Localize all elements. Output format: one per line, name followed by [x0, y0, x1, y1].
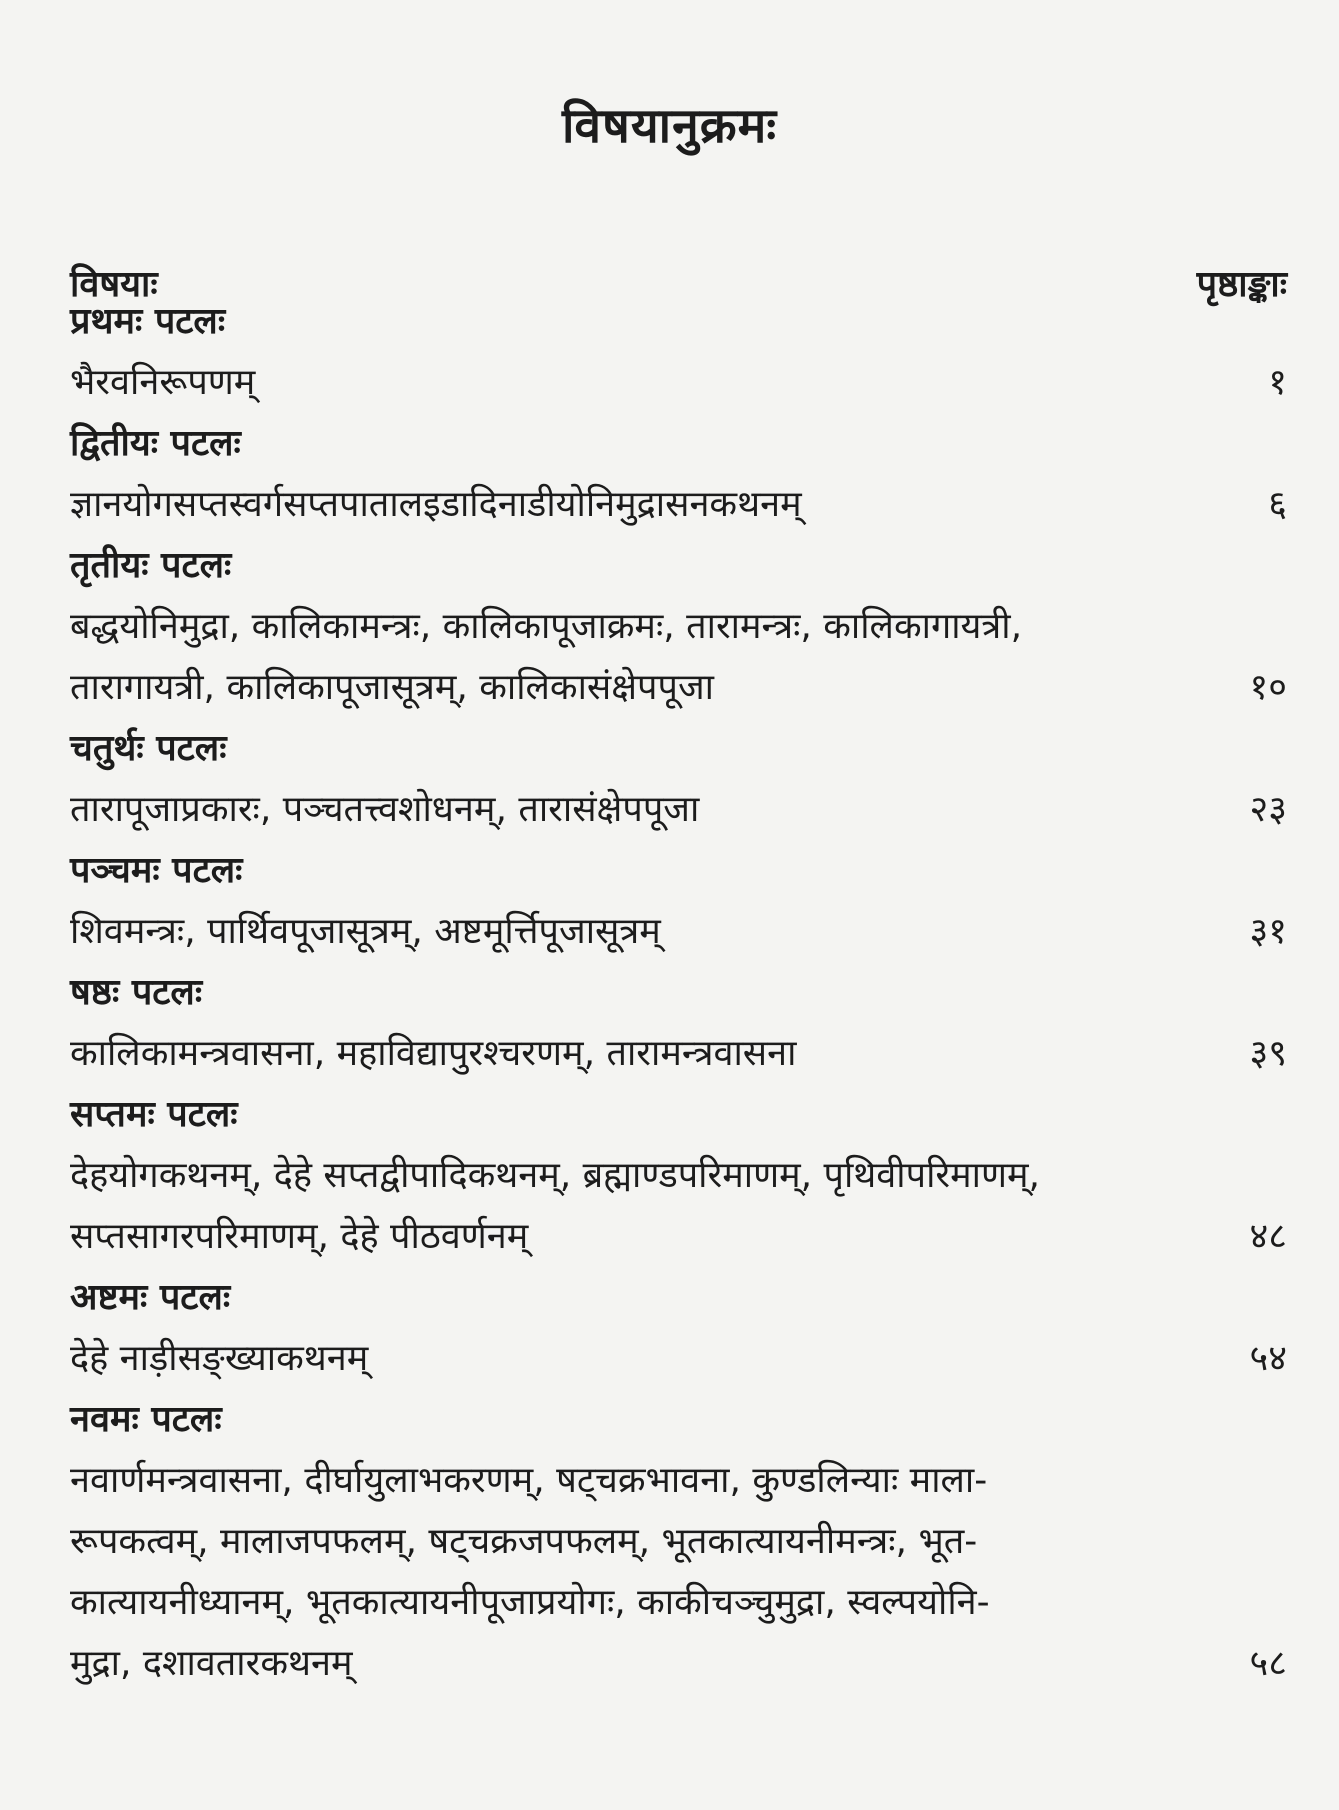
- page-number-column-header: पृष्ठाङ्काः: [1196, 264, 1287, 305]
- chapter-heading: [70, 1390, 1287, 1450]
- chapter-heading-text: सप्तमः पटलः: [70, 1094, 238, 1135]
- toc-entry-text: सप्तसागरपरिमाणम्, देहे पीठवर्णनम्: [70, 1216, 529, 1257]
- toc-entry: [70, 475, 1287, 535]
- toc-entry-text: तारागायत्री, कालिकापूजासूत्रम्, कालिकासंक्षेपपूजा: [70, 667, 714, 708]
- toc-entry-text: कालिकामन्त्रवासना, महाविद्यापुरश्चरणम्, तारामन्त्रवासना: [70, 1033, 797, 1074]
- subject-column-header: विषयाः: [70, 264, 158, 305]
- toc-entry-text: देहयोगकथनम्, देहे सप्तद्वीपादिकथनम्, ब्रह्माण्डपरिमाणम्, पृथिवीपरिमाणम्,: [70, 1155, 1040, 1196]
- toc-entry-text: मुद्रा, दशावतारकथनम्: [70, 1643, 353, 1684]
- chapter-heading: [70, 719, 1287, 779]
- toc-page-number: ४८: [1249, 1216, 1287, 1257]
- chapter-heading: [70, 963, 1287, 1023]
- chapter-heading: [70, 292, 1287, 352]
- toc-entry-text: बद्धयोनिमुद्रा, कालिकामन्त्रः, कालिकापूजाक्रमः, तारामन्त्रः, कालिकागायत्री,: [70, 606, 1023, 647]
- toc-entry: [70, 1573, 1287, 1633]
- toc-entry: [70, 1451, 1287, 1511]
- toc-entry: [70, 1512, 1287, 1572]
- toc-entry-text: शिवमन्त्रः, पार्थिवपूजासूत्रम्, अष्टमूर्त्तिपूजासूत्रम्: [70, 911, 661, 952]
- toc-page-number: ३९: [1249, 1033, 1287, 1074]
- toc-entry-text: नवार्णमन्त्रवासना, दीर्घायुलाभकरणम्, षट्चक्रभावना, कुण्डलिन्याः माला-: [70, 1460, 988, 1501]
- chapter-heading: [70, 414, 1287, 474]
- toc-entry: [70, 780, 1287, 840]
- chapter-heading-text: द्वितीयः पटलः: [70, 423, 241, 464]
- toc-page-number: ६: [1268, 484, 1287, 525]
- chapter-heading: [70, 1268, 1287, 1328]
- toc-entry: [70, 1024, 1287, 1084]
- toc-entry-text: तारापूजाप्रकारः, पञ्चतत्त्वशोधनम्, तारासंक्षेपपूजा: [70, 789, 700, 830]
- toc-entry: [70, 597, 1287, 657]
- chapter-heading: [70, 1085, 1287, 1145]
- chapter-heading-text: षष्ठः पटलः: [70, 972, 203, 1013]
- toc-page-number: १: [1268, 362, 1287, 403]
- toc-page-number: ५४: [1249, 1338, 1287, 1379]
- toc-entry: [70, 1634, 1287, 1694]
- toc-entry: [70, 1207, 1287, 1267]
- toc-entry: [70, 353, 1287, 413]
- toc-page-number: ३१: [1249, 911, 1287, 952]
- toc-entry-text: भैरवनिरूपणम्: [70, 362, 256, 403]
- chapter-heading-text: अष्टमः पटलः: [70, 1277, 231, 1318]
- toc-entry-text: कात्यायनीध्यानम्, भूतकात्यायनीपूजाप्रयोगः, काकीचञ्चुमुद्रा, स्वल्पयोनि-: [70, 1582, 990, 1623]
- toc-entry: [70, 658, 1287, 718]
- toc-entry-text: देहे नाड़ीसङ्ख्याकथनम्: [70, 1338, 369, 1379]
- chapter-heading-text: पञ्चमः पटलः: [70, 850, 243, 891]
- page-title: विषयानुक्रमः: [561, 98, 778, 154]
- chapter-heading-text: तृतीयः पटलः: [70, 545, 232, 586]
- toc-entry-text: रूपकत्वम्, मालाजपफलम्, षट्चक्रजपफलम्, भूतकात्यायनीमन्त्रः, भूत-: [70, 1521, 978, 1562]
- chapter-heading-text: चतुर्थः पटलः: [70, 728, 227, 769]
- toc-entry: [70, 1146, 1287, 1206]
- chapter-heading: [70, 536, 1287, 596]
- toc-page-number: ५८: [1249, 1643, 1287, 1684]
- toc-page-number: १०: [1249, 667, 1287, 708]
- toc-entry-text: ज्ञानयोगसप्तस्वर्गसप्तपातालइडादिनाडीयोनिमुद्रासनकथनम्: [70, 484, 802, 525]
- chapter-heading: [70, 841, 1287, 901]
- chapter-heading-text: नवमः पटलः: [70, 1399, 222, 1440]
- toc-entry: [70, 902, 1287, 962]
- toc-entry: [70, 1329, 1287, 1389]
- toc-page-number: २३: [1249, 789, 1287, 830]
- chapter-heading-text: प्रथमः पटलः: [70, 301, 226, 342]
